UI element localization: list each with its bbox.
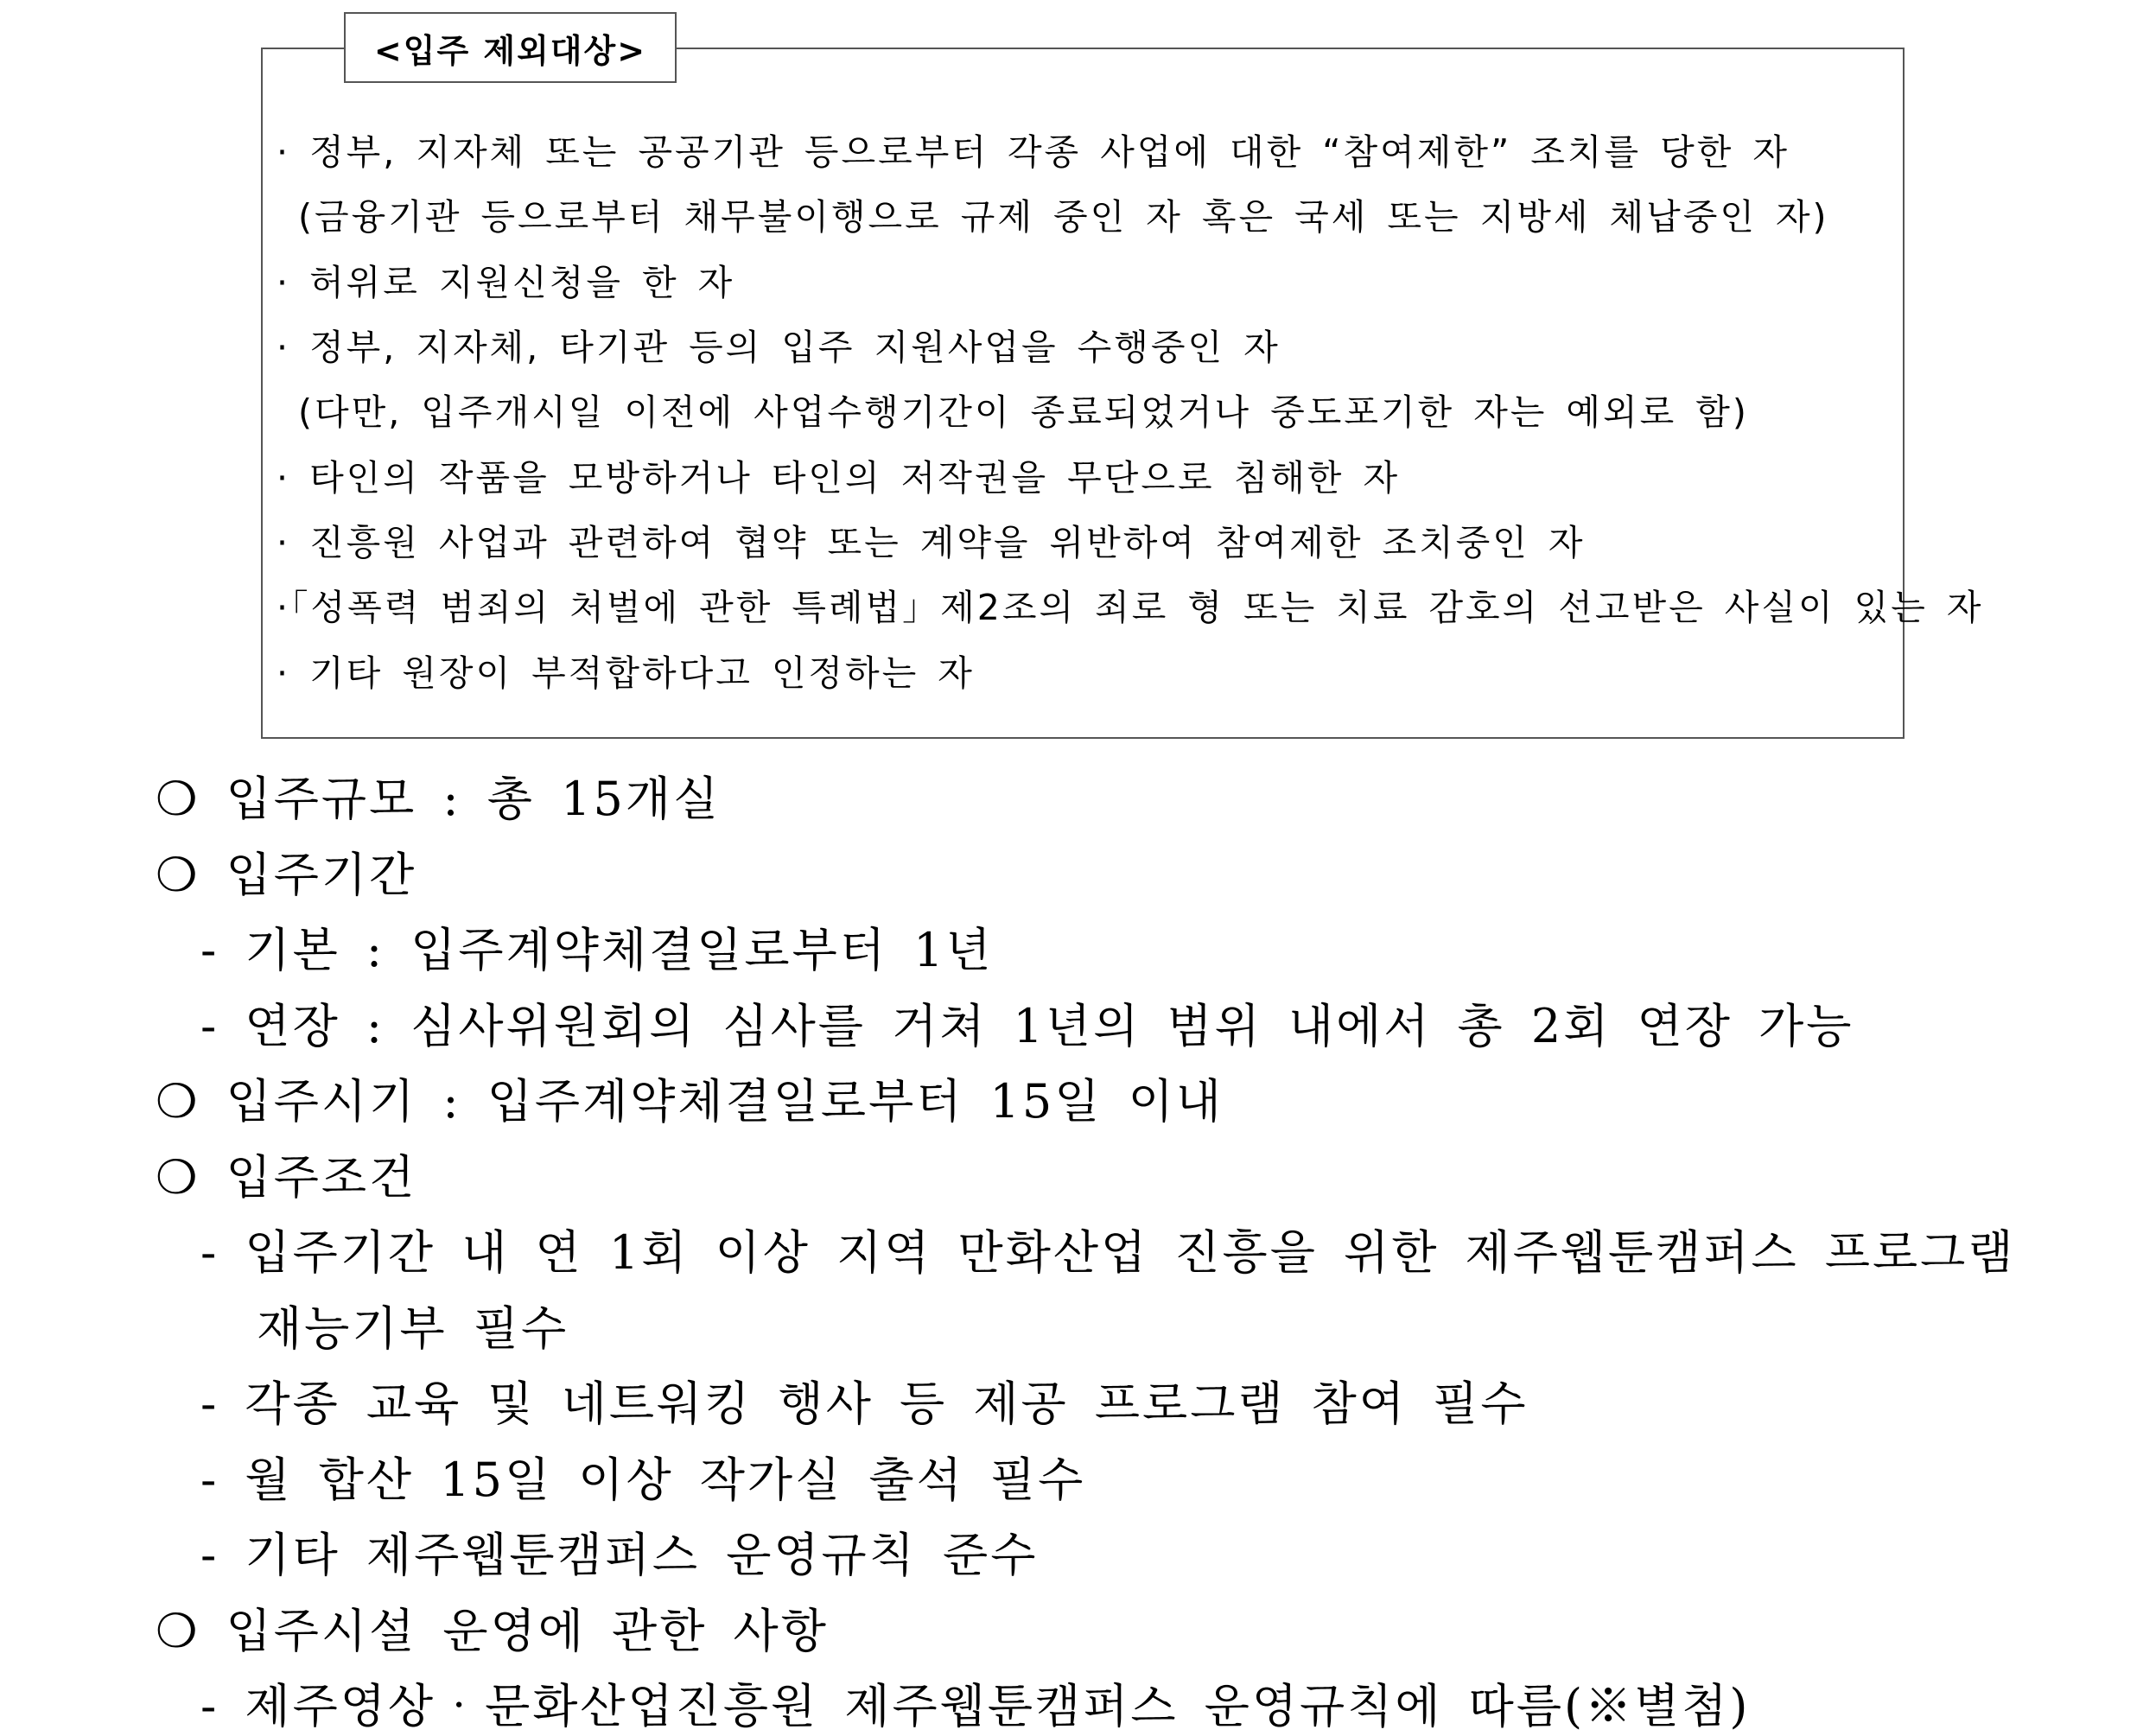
period-extend: - 연장 : 심사위원회의 심사를 거쳐 1년의 범위 내에서 총 2회 연장 가능 bbox=[200, 999, 1854, 1053]
condition-item: - 월 합산 15일 이상 작가실 출석 필수 bbox=[200, 1453, 1086, 1507]
condition-item: - 기타 제주웹툰캠퍼스 운영규칙 준수 bbox=[200, 1528, 1039, 1582]
section-operation: ❍ 입주시설 운영에 관한 사항 bbox=[156, 1604, 829, 1658]
exclusion-item-note: (다만, 입주개시일 이전에 사업수행기간이 종료되었거나 중도포기한 자는 예외로 함) bbox=[298, 391, 1749, 433]
exclusion-item: ·「성폭력 범죄의 처벌에 관한 특례법」제2조의 죄로 형 또는 치료 감호의 선고받은 사실이 있는 자 bbox=[277, 587, 1984, 628]
section-scale: ❍ 입주규모 : 총 15개실 bbox=[156, 772, 722, 826]
section-period: ❍ 입주기간 bbox=[156, 848, 417, 902]
exclusion-item: · 타인의 작품을 모방하거나 타인의 저작권을 무단으로 침해한 자 bbox=[277, 457, 1401, 499]
exclusion-item: · 정부, 지자체 또는 공공기관 등으로부터 각종 사업에 대한 “참여제한” 조치를 당한 자 bbox=[277, 131, 1790, 173]
exclusion-item-note: (금융기관 등으로부터 채무불이행으로 규제 중인 자 혹은 국세 또는 지방세 체납중인 자) bbox=[298, 196, 1829, 238]
exclusion-item: · 진흥원 사업과 관련하여 협약 또는 계약을 위반하여 참여제한 조치중인 자 bbox=[277, 522, 1586, 563]
exclusion-item: · 정부, 지자체, 타기관 등의 입주 지원사업을 수행중인 자 bbox=[277, 327, 1281, 368]
exclusion-item: · 기타 원장이 부적합하다고 인정하는 자 bbox=[277, 652, 975, 694]
operation-item: - 제주영상‧문화산업진흥원 제주웹툰캠퍼스 운영규칙에 따름(※별첨) bbox=[200, 1679, 1751, 1733]
section-timing: ❍ 입주시기 : 입주계약체결일로부터 15일 이내 bbox=[156, 1074, 1224, 1129]
condition-item-continued: 재능기부 필수 bbox=[257, 1301, 569, 1356]
exclusion-item: · 허위로 지원신청을 한 자 bbox=[277, 262, 735, 303]
condition-item: - 각종 교육 및 네트워킹 행사 등 제공 프로그램 참여 필수 bbox=[200, 1377, 1529, 1431]
period-basic: - 기본 : 입주계약체결일로부터 1년 bbox=[200, 923, 994, 977]
condition-item: - 입주기간 내 연 1회 이상 지역 만화산업 진흥을 위한 제주웹툰캠퍼스 프로그램 bbox=[200, 1225, 2016, 1280]
exclusion-box-title: <입주 제외대상> bbox=[344, 12, 677, 83]
section-conditions: ❍ 입주조건 bbox=[156, 1150, 417, 1205]
